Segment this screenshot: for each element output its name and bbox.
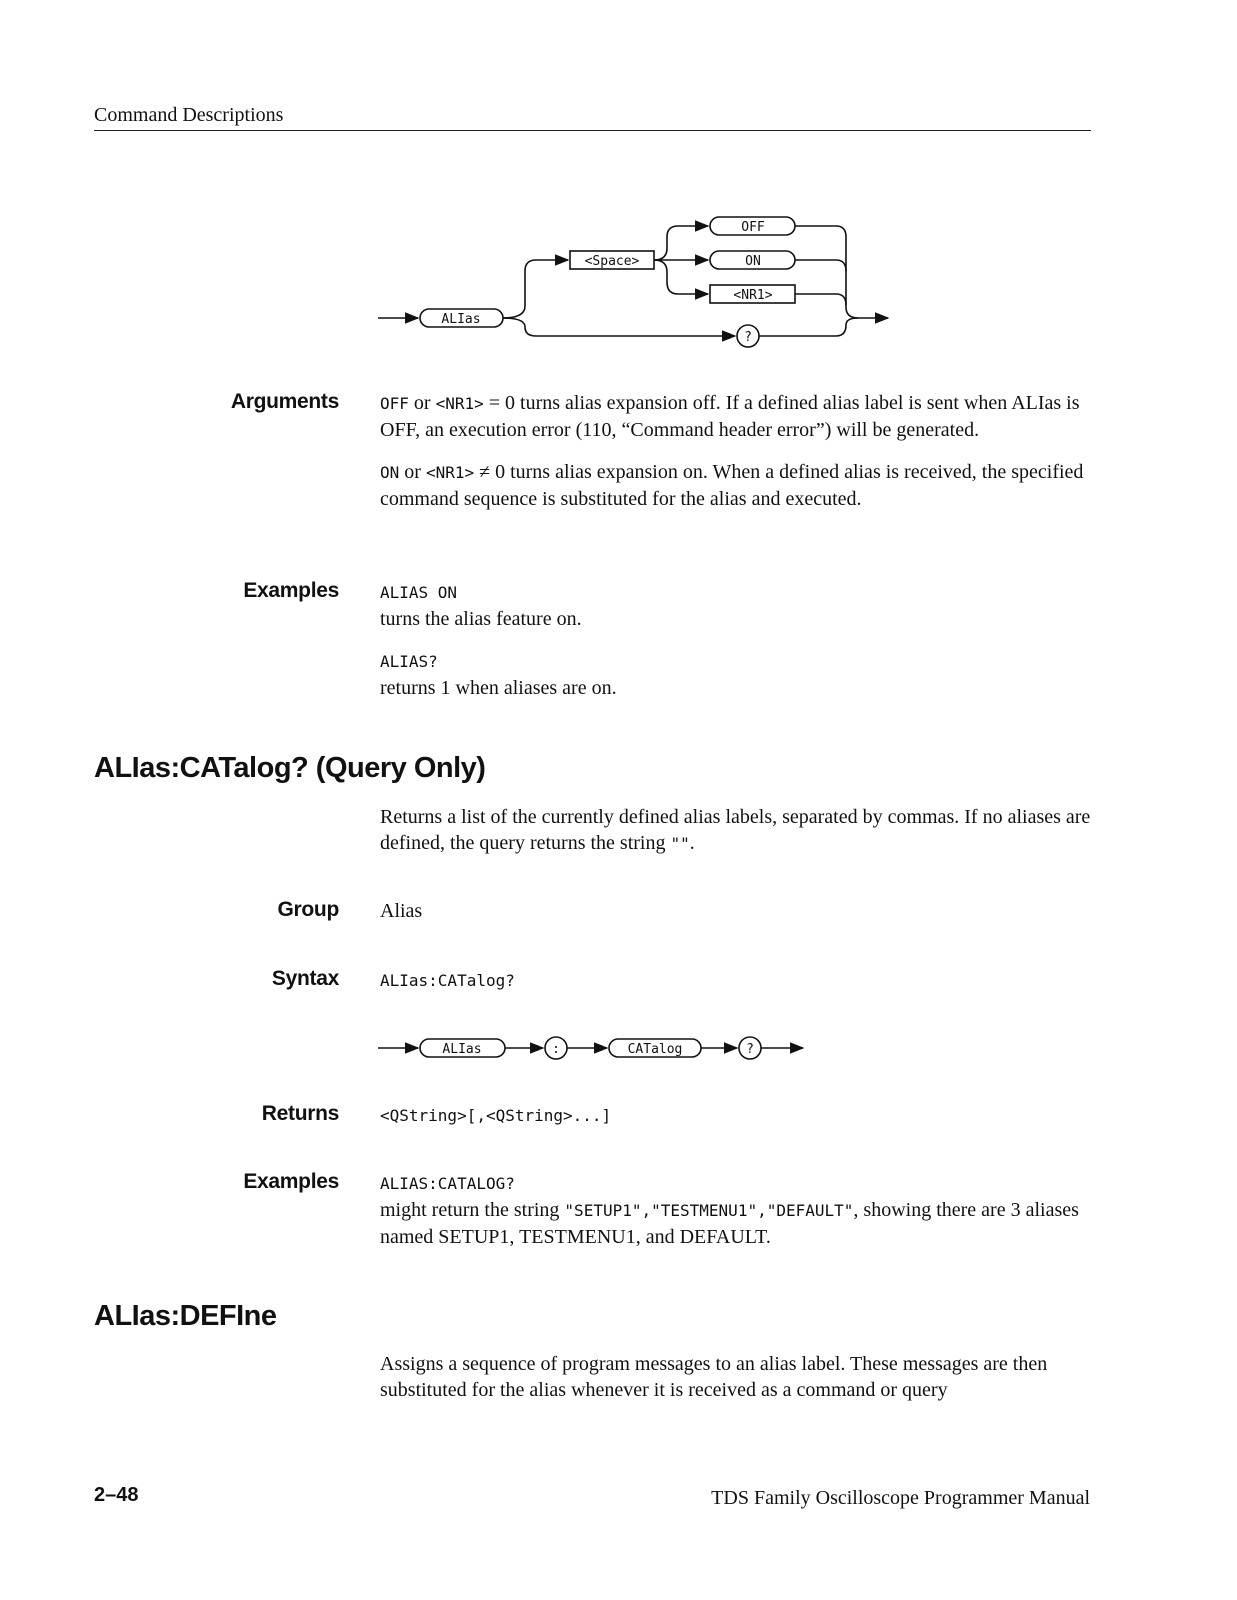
diagram2-alias: ALIas [442, 1042, 482, 1057]
example-item: ALIAS ON turns the alias feature on. [380, 583, 582, 630]
diagram1-space: <Space> [584, 254, 640, 269]
arguments-off-paragraph: OFF or <NR1> = 0 turns alias expansion off. If a defined alias label is sent when ALIas is OFF, an execution error (110, “Command header error”) will be generated. [380, 392, 1080, 441]
catalog-examples-label: Examples [243, 1170, 339, 1193]
catalog-examples-body: ALIAS:CATALOG? might return the string "SETUP1","TESTMENU1","DEFAULT", showing there are 3 aliases named SETUP1, TESTMENU1, and DEFAULT. [380, 1174, 1079, 1248]
catalog-description: Returns a list of the currently defined alias labels, separated by commas. If no aliases are defined, the query returns the string "". [380, 806, 1091, 854]
group-value: Alias [380, 900, 423, 922]
catalog-heading: ALIas:CATalog? (Query Only) [94, 752, 486, 784]
arguments-on-paragraph: ON or <NR1> ≠ 0 turns alias expansion on. When a defined alias is received, the specified command sequence is substituted for the alias and executed. [380, 461, 1084, 510]
syntax-value: ALIas:CATalog? [380, 971, 515, 990]
syntax-label: Syntax [271, 967, 339, 990]
diagram1-query: ? [744, 330, 752, 345]
arguments-body [380, 390, 1092, 512]
examples-label: Examples [243, 579, 339, 602]
define-heading: ALIas:DEFIne [94, 1300, 277, 1332]
manual-title: TDS Family Oscilloscope Programmer Manual [711, 1487, 1090, 1509]
diagram1-nr1: <NR1> [733, 288, 773, 303]
arguments-label: Arguments [230, 390, 339, 413]
catalog-syntax-diagram [370, 1030, 820, 1066]
running-header: Command Descriptions [94, 104, 284, 126]
define-description: Assigns a sequence of program messages to an alias label. These messages are then substituted for the alias whenever it is received as a command or query [380, 1353, 1048, 1401]
diagram1-off: OFF [741, 220, 765, 235]
diagram2-query: ? [746, 1042, 754, 1057]
diagram2-catalog: CATalog [627, 1042, 683, 1057]
group-label: Group [277, 898, 339, 921]
diagram1-on: ON [745, 254, 761, 269]
examples-body [380, 579, 1092, 701]
page-number: 2–48 [94, 1484, 139, 1506]
diagram2-colon: : [552, 1042, 560, 1057]
diagram1-alias: ALIas [441, 312, 481, 327]
example-item: ALIAS? returns 1 when aliases are on. [380, 652, 617, 699]
header-rule [94, 130, 1091, 131]
returns-label: Returns [261, 1102, 339, 1125]
alias-syntax-diagram [370, 205, 900, 355]
returns-value: <QString>[,<QString>...] [380, 1106, 612, 1125]
